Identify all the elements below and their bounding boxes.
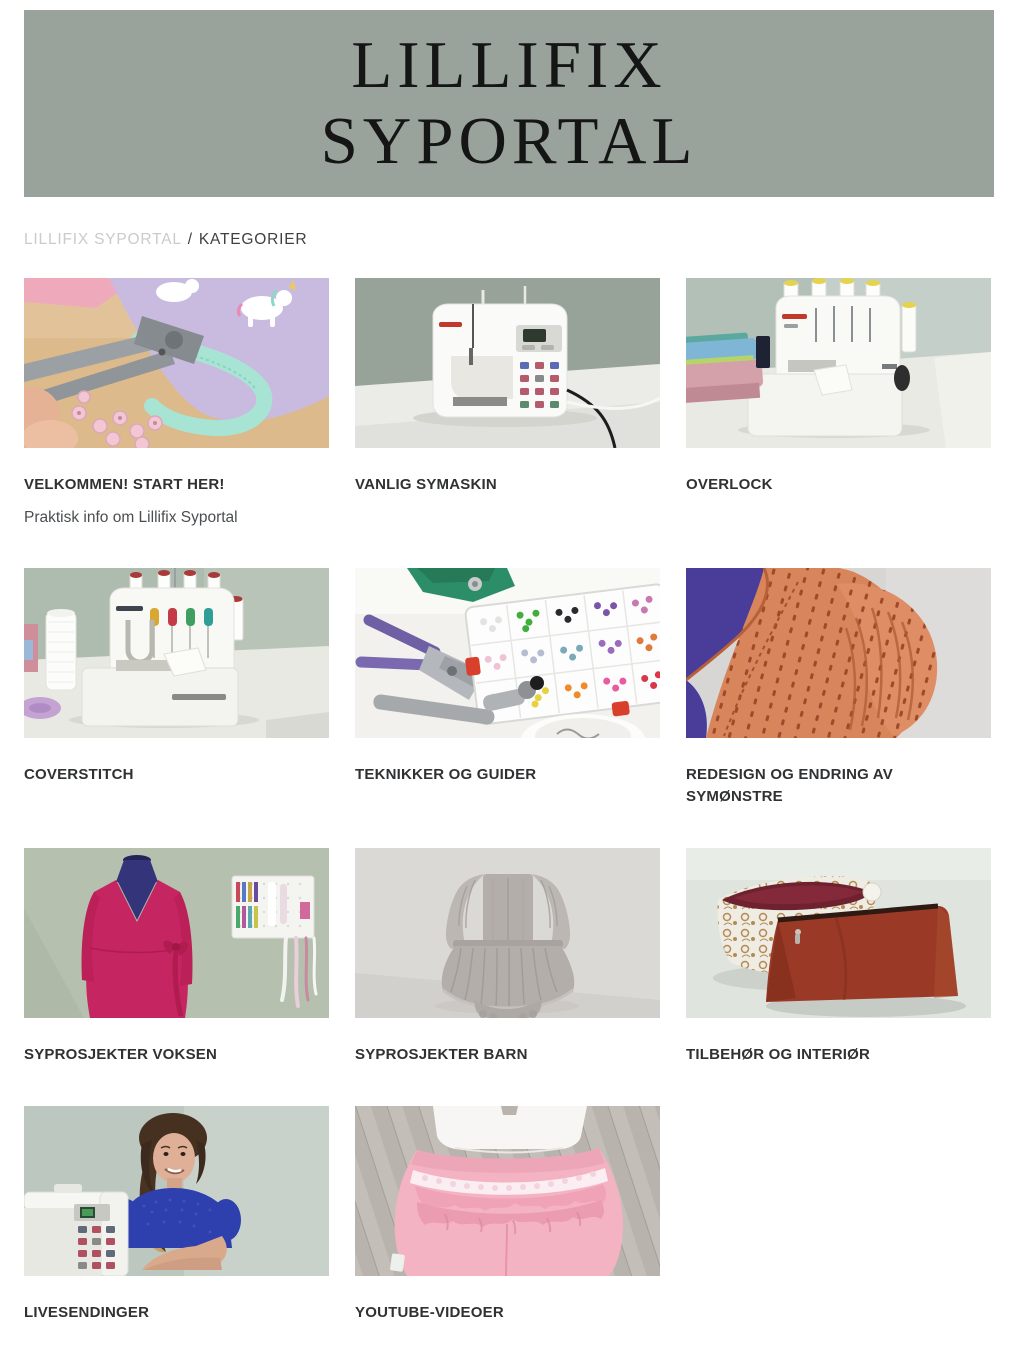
category-image-link[interactable]: [686, 278, 991, 448]
category-subtitle: Praktisk info om Lillifix Syportal: [24, 508, 238, 526]
category-image-link[interactable]: [355, 278, 660, 448]
category-card-coverstitch: [24, 568, 329, 786]
category-card-livesendinger: [24, 1106, 329, 1324]
snap-pliers-on-unicorn-fabric-image: [24, 278, 329, 448]
site-header-banner: [24, 10, 994, 197]
category-title[interactable]: COVERSTITCH: [24, 766, 134, 784]
category-title[interactable]: TILBEHØR OG INTERIØR: [686, 1045, 870, 1063]
category-card-velkommen: [24, 278, 329, 528]
category-image-link[interactable]: [355, 568, 660, 738]
category-title[interactable]: TEKNIKKER OG GUIDER: [355, 766, 537, 784]
breadcrumb: [24, 231, 994, 249]
breadcrumb-separator: /: [187, 231, 193, 248]
category-card-teknikker: [355, 568, 660, 786]
category-card-tilbehor: [686, 848, 991, 1066]
category-image-link[interactable]: [686, 848, 991, 1018]
overlock-machine-image: [686, 278, 991, 448]
category-title[interactable]: YOUTUBE-VIDEOER: [355, 1303, 504, 1321]
pink-ruffle-pants-image: [355, 1106, 660, 1276]
site-title: LILLIFIX SYPORTAL: [320, 28, 698, 178]
category-title[interactable]: SYPROSJEKTER VOKSEN: [24, 1045, 218, 1063]
grey-pinafore-dress-image: [355, 848, 660, 1018]
category-card-vanlig-symaskin: [355, 278, 660, 496]
pink-wrap-dress-image: [24, 848, 329, 1018]
category-image-link[interactable]: [24, 848, 329, 1018]
white-sewing-machine-image: [355, 278, 660, 448]
category-title[interactable]: VANLIG SYMASKIN: [355, 476, 497, 493]
breadcrumb-current: KATEGORIER: [198, 231, 308, 248]
category-title[interactable]: REDESIGN OG ENDRING AV SYMØNSTRE: [686, 766, 893, 806]
zipper-pouches-image: [686, 848, 991, 1018]
category-image-link[interactable]: [24, 1106, 329, 1276]
category-title[interactable]: VELKOMMEN! START HER!: [24, 476, 225, 493]
category-title[interactable]: OVERLOCK: [686, 476, 773, 493]
category-card-overlock: [686, 278, 991, 496]
category-image-link[interactable]: [355, 1106, 660, 1276]
category-card-voksen: [24, 848, 329, 1066]
category-image-link[interactable]: [355, 848, 660, 1018]
breadcrumb-home-link[interactable]: LILLIFIX SYPORTAL: [24, 231, 182, 248]
category-image-link[interactable]: [24, 278, 329, 448]
orange-puff-sleeve-image: [686, 568, 991, 738]
coverstitch-machine-image: [24, 568, 329, 738]
woman-at-sewing-machine-image: [24, 1106, 329, 1276]
category-image-link[interactable]: [24, 568, 329, 738]
category-card-barn: [355, 848, 660, 1066]
category-image-link[interactable]: [686, 568, 991, 738]
category-grid: [24, 278, 994, 1363]
category-card-youtube: [355, 1106, 660, 1324]
category-title[interactable]: SYPROSJEKTER BARN: [355, 1045, 528, 1063]
snap-organizer-and-pliers-image: [355, 568, 660, 738]
category-title[interactable]: LIVESENDINGER: [24, 1303, 150, 1321]
category-card-redesign: [686, 568, 991, 808]
